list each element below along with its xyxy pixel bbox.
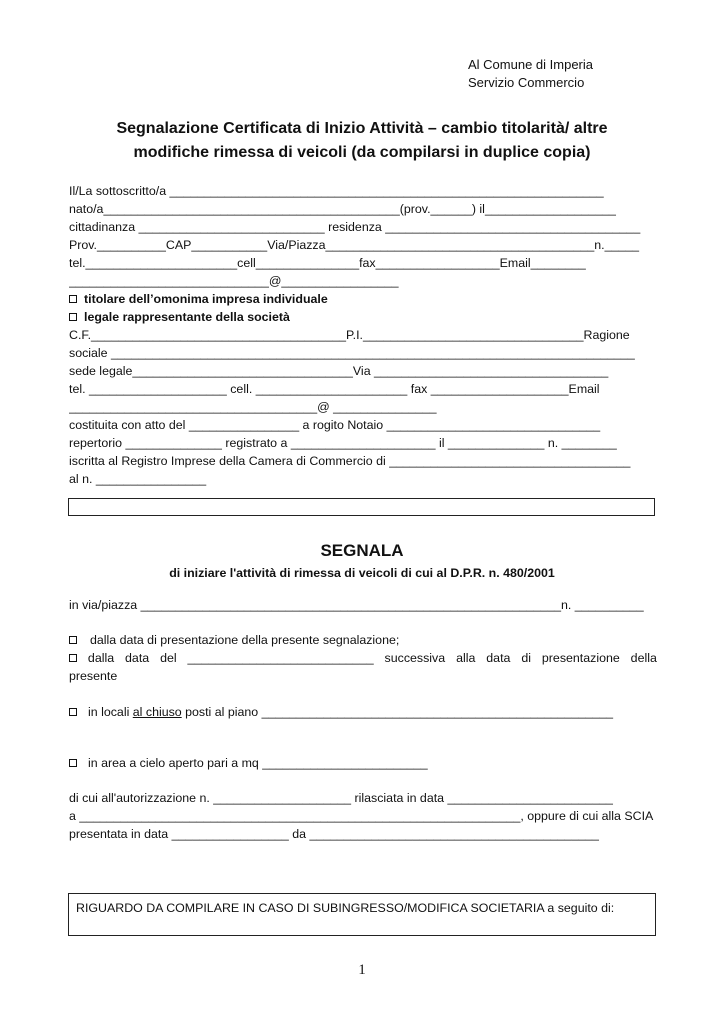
field-line: repertorio ______________ registrato a _____________________ il ______________ n. ________ [69, 436, 617, 450]
field-line: _____________________________@_________________ [69, 274, 399, 288]
option-label: titolare dell’omonima impresa individuale [84, 292, 328, 306]
field-line: costituita con atto del ________________ a rogito Notaio _______________________________ [69, 418, 601, 432]
checkbox-icon[interactable] [69, 759, 77, 767]
via-piazza-line: in via/piazza _____________________________________________________________n. __________ [69, 598, 644, 612]
field-line: sede legale________________________________Via __________________________________ [69, 364, 609, 378]
option-word: della [630, 651, 657, 665]
option-legale-rappresentante [69, 308, 659, 326]
autorizzazione-line: presentata in data _________________ da __________________________________________ [69, 827, 599, 841]
option-word: dalla [87, 651, 115, 665]
option-label: dalla data di presentazione della presente segnalazione; [90, 633, 400, 647]
applicant-fields [69, 182, 659, 488]
field-line: Il/La sottoscritto/a _______________________________________________________________ [69, 184, 604, 198]
segnala-subtitle: di iniziare l'attività di rimessa di veicoli di cui al D.P.R. n. 480/2001 [169, 566, 555, 580]
field-line: iscritta al Registro Imprese della Camera di Commercio di ___________________________________ [69, 454, 631, 468]
field-line: Prov.__________CAP___________Via/Piazza_______________________________________n._____ [69, 238, 640, 252]
option-presentazione [69, 633, 657, 647]
field-line: cittadinanza ___________________________ residenza _____________________________________ [69, 220, 641, 234]
subingresso-box[interactable] [68, 893, 656, 936]
segnala-heading: SEGNALA [320, 541, 404, 560]
recipient-line-2: Servizio Commercio [468, 75, 585, 90]
checkbox-icon[interactable] [69, 636, 77, 644]
option-label: posti al piano ___________________________________________________ [181, 705, 614, 719]
checkbox-icon[interactable] [69, 651, 77, 665]
option-area-aperto [69, 756, 657, 770]
recipient-line-1: Al Comune di Imperia [468, 57, 593, 72]
field-line: sociale ____________________________________________________________________________ [69, 346, 635, 360]
field-line: ____________________________________@ _______________ [69, 400, 437, 414]
option-word: data [125, 651, 150, 665]
autorizzazione-line: di cui all'autorizzazione n. ____________________ rilasciata in data ________________________ [69, 791, 613, 805]
option-word: alla [456, 651, 476, 665]
field-line: nato/a___________________________________________(prov.______) il___________________ [69, 202, 616, 216]
checkbox-icon[interactable] [69, 708, 77, 716]
option-data-continuation: presente [69, 669, 118, 683]
autorizzazione-line: a ________________________________________________________________, oppure di cui alla SCIA [69, 809, 654, 823]
field-line: C.F._____________________________________P.I.________________________________Ragione [69, 328, 630, 342]
option-label: in area a cielo aperto pari a mq ________________________ [88, 756, 428, 770]
option-locali-chiuso [69, 705, 657, 719]
field-line: tel. ____________________ cell. ______________________ fax ____________________Email [69, 382, 600, 396]
option-titolare [69, 290, 659, 308]
page-number: 1 [358, 962, 366, 978]
option-label: in locali [88, 705, 130, 719]
title-line-2: modifiche rimessa di veicoli (da compilarsi in duplice copia) [133, 144, 591, 161]
option-label-underlined: al chiuso [132, 705, 182, 719]
option-word: presentazione [541, 651, 620, 665]
recipient-address [468, 56, 593, 92]
option-word: data [486, 651, 511, 665]
subingresso-label: RIGUARDO DA COMPILARE IN CASO DI SUBINGRESSO/MODIFICA SOCIETARIA a seguito di: [76, 901, 615, 915]
title-line-1: Segnalazione Certificata di Inizio Attività – cambio titolarità/ altre [116, 120, 608, 137]
option-label: legale rappresentante della società [84, 310, 290, 324]
option-word: del [160, 651, 177, 665]
document-title [60, 117, 664, 165]
option-word: successiva [384, 651, 446, 665]
option-word: ___________________________ [187, 651, 374, 665]
option-data [69, 651, 657, 665]
checkbox-icon[interactable] [69, 295, 77, 303]
field-line: al n. ________________ [69, 472, 207, 486]
checkbox-icon[interactable] [69, 313, 77, 321]
option-word: di [521, 651, 531, 665]
empty-box[interactable] [68, 498, 655, 516]
field-line: tel.______________________cell_______________fax__________________Email________ [69, 256, 586, 270]
